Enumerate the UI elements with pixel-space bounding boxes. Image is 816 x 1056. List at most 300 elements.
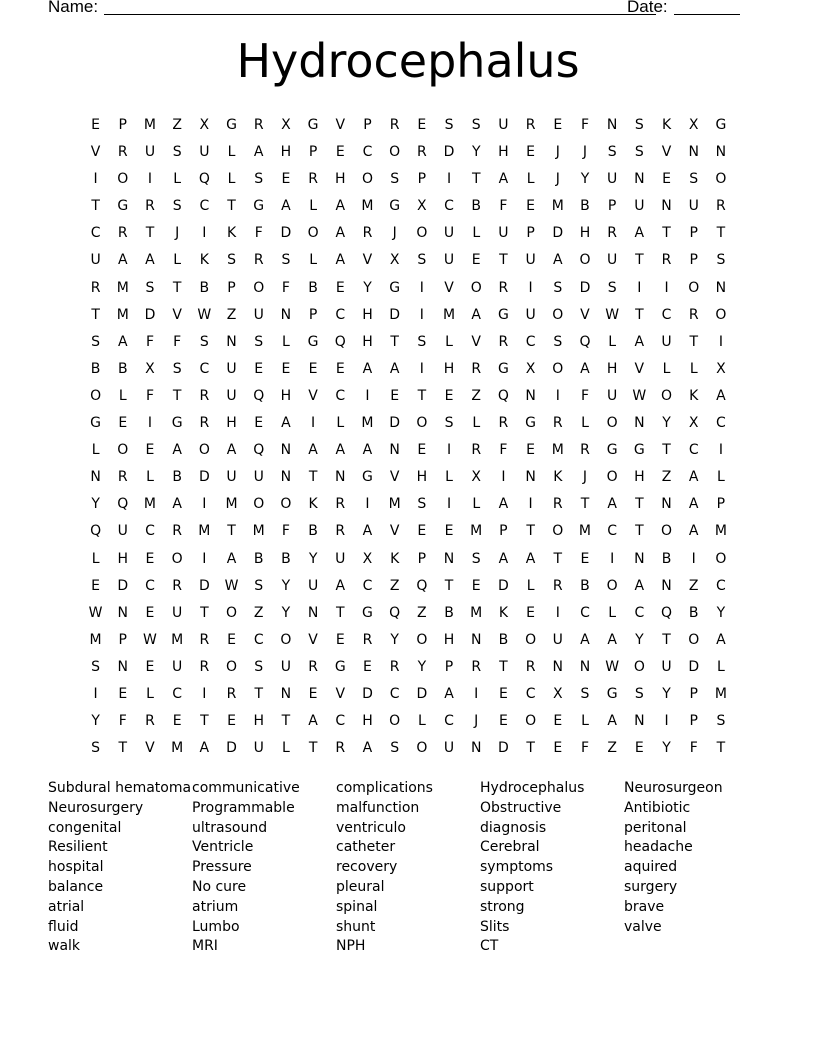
grid-letter[interactable]: A: [253, 144, 264, 161]
grid-letter[interactable]: M: [578, 523, 592, 540]
grid-letter[interactable]: L: [173, 171, 182, 188]
grid-letter[interactable]: P: [308, 144, 318, 161]
grid-letter[interactable]: R: [362, 225, 373, 242]
grid-letter[interactable]: H: [443, 631, 455, 648]
grid-letter[interactable]: O: [226, 658, 238, 675]
grid-letter[interactable]: D: [552, 225, 564, 242]
grid-letter[interactable]: L: [173, 252, 182, 269]
grid-letter[interactable]: S: [91, 658, 101, 675]
grid-letter[interactable]: A: [389, 360, 400, 377]
grid-letter[interactable]: J: [175, 225, 180, 242]
grid-letter[interactable]: A: [634, 577, 645, 594]
grid-letter[interactable]: F: [118, 713, 127, 730]
grid-letter[interactable]: H: [117, 550, 129, 567]
grid-letter[interactable]: B: [580, 577, 590, 594]
grid-letter[interactable]: O: [416, 740, 428, 757]
grid-letter[interactable]: S: [634, 117, 644, 133]
grid-letter[interactable]: X: [525, 360, 536, 377]
grid-letter[interactable]: F: [145, 333, 154, 350]
grid-letter[interactable]: W: [224, 577, 239, 594]
grid-letter[interactable]: L: [608, 333, 617, 350]
grid-letter[interactable]: S: [417, 333, 427, 350]
grid-letter[interactable]: S: [444, 117, 454, 133]
grid-letter[interactable]: O: [525, 631, 537, 648]
grid-letter[interactable]: R: [525, 658, 536, 675]
grid-letter[interactable]: S: [254, 171, 264, 188]
grid-letter[interactable]: G: [334, 658, 346, 675]
grid-letter[interactable]: O: [661, 387, 673, 404]
grid-letter[interactable]: A: [145, 252, 155, 269]
grid-letter[interactable]: Y: [662, 740, 671, 757]
grid-letter[interactable]: K: [199, 252, 209, 269]
grid-letter[interactable]: A: [362, 360, 373, 377]
grid-letter[interactable]: O: [606, 415, 618, 432]
grid-letter[interactable]: D: [579, 279, 591, 296]
grid-letter[interactable]: E: [662, 171, 671, 188]
grid-letter[interactable]: O: [198, 442, 210, 459]
grid-letter[interactable]: N: [715, 279, 727, 296]
grid-letter[interactable]: P: [689, 685, 698, 702]
grid-letter[interactable]: C: [580, 604, 590, 621]
grid-letter[interactable]: I: [446, 496, 452, 513]
grid-letter[interactable]: Y: [417, 658, 427, 675]
grid-letter[interactable]: L: [118, 387, 127, 404]
grid-letter[interactable]: U: [525, 306, 536, 323]
grid-letter[interactable]: B: [308, 523, 318, 540]
grid-letter[interactable]: P: [716, 496, 726, 513]
grid-letter[interactable]: S: [254, 333, 264, 350]
grid-letter[interactable]: F: [580, 740, 589, 757]
grid-letter[interactable]: O: [389, 713, 401, 730]
grid-letter[interactable]: Q: [661, 604, 673, 621]
grid-letter[interactable]: K: [689, 387, 699, 404]
grid-letter[interactable]: S: [91, 333, 101, 350]
grid-letter[interactable]: L: [662, 360, 671, 377]
grid-letter[interactable]: R: [226, 685, 237, 702]
grid-letter[interactable]: J: [474, 713, 479, 730]
grid-letter[interactable]: T: [145, 225, 155, 242]
grid-letter[interactable]: W: [197, 306, 212, 323]
grid-letter[interactable]: E: [526, 198, 536, 215]
grid-letter[interactable]: F: [689, 740, 698, 757]
grid-letter[interactable]: R: [172, 523, 183, 540]
grid-letter[interactable]: R: [335, 496, 346, 513]
grid-letter[interactable]: Y: [281, 604, 291, 621]
grid-letter[interactable]: H: [606, 360, 618, 377]
grid-letter[interactable]: N: [117, 604, 129, 621]
grid-letter[interactable]: S: [199, 333, 209, 350]
grid-letter[interactable]: R: [416, 144, 427, 161]
grid-letter[interactable]: N: [579, 658, 591, 675]
grid-letter[interactable]: H: [443, 360, 455, 377]
grid-letter[interactable]: V: [471, 333, 481, 350]
grid-letter[interactable]: P: [689, 252, 698, 269]
grid-letter[interactable]: F: [281, 523, 290, 540]
grid-letter[interactable]: E: [172, 713, 182, 730]
grid-letter[interactable]: Z: [607, 740, 617, 757]
grid-letter[interactable]: R: [117, 469, 128, 486]
grid-letter[interactable]: B: [90, 360, 101, 377]
grid-letter[interactable]: V: [90, 144, 101, 161]
grid-letter[interactable]: R: [117, 144, 128, 161]
grid-letter[interactable]: N: [280, 442, 292, 459]
grid-letter[interactable]: E: [363, 658, 372, 675]
grid-letter[interactable]: G: [171, 415, 183, 432]
grid-letter[interactable]: T: [580, 496, 590, 513]
grid-letter[interactable]: N: [335, 469, 346, 486]
grid-letter[interactable]: A: [634, 225, 645, 242]
grid-letter[interactable]: P: [444, 658, 454, 675]
grid-letter[interactable]: I: [664, 279, 669, 296]
grid-letter[interactable]: C: [335, 713, 346, 730]
grid-letter[interactable]: Y: [471, 144, 481, 161]
grid-letter[interactable]: L: [581, 415, 589, 432]
grid-letter[interactable]: I: [555, 387, 560, 404]
grid-letter[interactable]: O: [715, 306, 727, 323]
grid-letter[interactable]: T: [635, 306, 644, 323]
grid-letter[interactable]: S: [444, 415, 454, 432]
grid-letter[interactable]: O: [552, 306, 564, 323]
grid-letter[interactable]: A: [281, 415, 291, 432]
grid-letter[interactable]: E: [498, 685, 508, 702]
grid-letter[interactable]: M: [171, 631, 184, 648]
grid-letter[interactable]: B: [688, 604, 699, 621]
grid-letter[interactable]: X: [417, 198, 427, 215]
grid-letter[interactable]: T: [417, 387, 427, 404]
grid-letter[interactable]: M: [171, 740, 184, 757]
grid-letter[interactable]: A: [580, 360, 590, 377]
grid-letter[interactable]: T: [444, 577, 454, 594]
grid-letter[interactable]: L: [445, 333, 453, 350]
grid-letter[interactable]: G: [362, 469, 373, 486]
grid-letter[interactable]: U: [226, 387, 237, 404]
grid-letter[interactable]: S: [172, 360, 182, 377]
grid-letter[interactable]: W: [605, 658, 620, 675]
grid-letter[interactable]: F: [145, 387, 154, 404]
grid-letter[interactable]: N: [715, 144, 727, 161]
grid-letter[interactable]: T: [308, 740, 318, 757]
grid-letter[interactable]: A: [552, 252, 563, 269]
grid-letter[interactable]: U: [144, 144, 156, 161]
grid-letter[interactable]: E: [417, 117, 427, 133]
grid-letter[interactable]: U: [226, 360, 237, 377]
grid-letter[interactable]: N: [525, 469, 536, 486]
grid-letter[interactable]: B: [444, 604, 454, 621]
grid-letter[interactable]: C: [90, 225, 101, 242]
grid-letter[interactable]: S: [281, 252, 291, 269]
grid-letter[interactable]: V: [335, 117, 346, 133]
grid-letter[interactable]: I: [664, 713, 669, 730]
grid-letter[interactable]: T: [172, 279, 182, 296]
grid-letter[interactable]: C: [661, 306, 672, 323]
grid-letter[interactable]: V: [308, 631, 318, 648]
grid-letter[interactable]: S: [471, 117, 481, 133]
grid-letter[interactable]: N: [634, 171, 645, 188]
grid-letter[interactable]: L: [336, 415, 345, 432]
grid-letter[interactable]: U: [688, 198, 699, 215]
grid-letter[interactable]: U: [498, 117, 509, 133]
grid-letter[interactable]: M: [714, 685, 727, 702]
grid-letter[interactable]: I: [365, 387, 370, 404]
grid-letter[interactable]: N: [634, 713, 645, 730]
grid-letter[interactable]: M: [143, 496, 157, 513]
grid-letter[interactable]: Q: [253, 387, 265, 404]
grid-letter[interactable]: L: [227, 144, 236, 161]
grid-letter[interactable]: E: [254, 360, 264, 377]
grid-letter[interactable]: E: [308, 360, 318, 377]
grid-letter[interactable]: V: [661, 144, 672, 161]
grid-letter[interactable]: T: [662, 442, 671, 459]
grid-letter[interactable]: U: [634, 198, 645, 215]
grid-letter[interactable]: G: [307, 117, 319, 133]
grid-letter[interactable]: A: [444, 685, 454, 702]
grid-letter[interactable]: X: [145, 360, 155, 377]
grid-letter[interactable]: C: [525, 685, 536, 702]
grid-letter[interactable]: O: [226, 604, 238, 621]
grid-letter[interactable]: T: [635, 252, 644, 269]
grid-letter[interactable]: M: [116, 279, 129, 296]
grid-letter[interactable]: I: [528, 496, 533, 513]
grid-letter[interactable]: O: [525, 713, 537, 730]
grid-letter[interactable]: G: [606, 685, 618, 702]
grid-letter[interactable]: A: [117, 333, 128, 350]
grid-letter[interactable]: R: [308, 171, 318, 188]
grid-letter[interactable]: H: [280, 387, 292, 404]
grid-letter[interactable]: R: [688, 306, 699, 323]
grid-letter[interactable]: A: [308, 713, 318, 730]
grid-letter[interactable]: B: [281, 550, 291, 567]
grid-letter[interactable]: A: [335, 225, 346, 242]
date-field-line[interactable]: [674, 14, 740, 15]
grid-letter[interactable]: M: [225, 496, 238, 513]
grid-letter[interactable]: G: [606, 442, 618, 459]
grid-letter[interactable]: A: [525, 550, 536, 567]
grid-letter[interactable]: E: [444, 523, 454, 540]
grid-letter[interactable]: E: [254, 415, 264, 432]
grid-letter[interactable]: I: [446, 171, 452, 188]
grid-letter[interactable]: N: [525, 387, 536, 404]
grid-letter[interactable]: F: [499, 442, 508, 459]
grid-letter[interactable]: X: [688, 415, 699, 432]
grid-letter[interactable]: R: [580, 442, 590, 459]
grid-letter[interactable]: W: [605, 306, 620, 323]
grid-letter[interactable]: G: [362, 604, 373, 621]
grid-letter[interactable]: S: [716, 713, 726, 730]
grid-letter[interactable]: A: [498, 550, 509, 567]
grid-letter[interactable]: O: [688, 279, 700, 296]
grid-letter[interactable]: H: [634, 469, 645, 486]
grid-letter[interactable]: U: [661, 333, 672, 350]
grid-letter[interactable]: I: [93, 685, 98, 702]
grid-letter[interactable]: A: [634, 333, 645, 350]
grid-letter[interactable]: B: [117, 360, 128, 377]
grid-letter[interactable]: U: [280, 658, 292, 675]
grid-letter[interactable]: R: [199, 631, 210, 648]
grid-letter[interactable]: O: [171, 550, 183, 567]
grid-letter[interactable]: L: [417, 713, 426, 730]
grid-letter[interactable]: U: [443, 252, 455, 269]
grid-letter[interactable]: H: [498, 144, 509, 161]
grid-letter[interactable]: A: [335, 198, 346, 215]
grid-letter[interactable]: O: [579, 252, 591, 269]
grid-letter[interactable]: G: [90, 415, 102, 432]
grid-letter[interactable]: U: [172, 604, 183, 621]
grid-letter[interactable]: V: [362, 252, 373, 269]
grid-letter[interactable]: I: [718, 333, 723, 350]
grid-letter[interactable]: B: [172, 469, 182, 486]
grid-letter[interactable]: E: [498, 713, 508, 730]
grid-letter[interactable]: V: [444, 279, 454, 296]
grid-letter[interactable]: K: [390, 550, 400, 567]
grid-letter[interactable]: G: [525, 415, 537, 432]
grid-letter[interactable]: K: [661, 117, 672, 133]
grid-letter[interactable]: A: [471, 306, 481, 323]
grid-letter[interactable]: U: [607, 171, 618, 188]
grid-letter[interactable]: S: [580, 685, 590, 702]
grid-letter[interactable]: N: [470, 631, 482, 648]
grid-letter[interactable]: U: [335, 550, 346, 567]
grid-letter[interactable]: T: [281, 713, 291, 730]
grid-letter[interactable]: H: [253, 713, 264, 730]
grid-letter[interactable]: A: [362, 740, 373, 757]
grid-letter[interactable]: W: [88, 604, 103, 621]
grid-letter[interactable]: A: [716, 631, 726, 648]
grid-letter[interactable]: L: [472, 496, 481, 513]
grid-letter[interactable]: L: [146, 685, 154, 702]
grid-letter[interactable]: T: [118, 740, 128, 757]
grid-letter[interactable]: I: [555, 604, 560, 621]
grid-letter[interactable]: T: [200, 604, 209, 621]
grid-letter[interactable]: R: [253, 117, 264, 133]
grid-letter[interactable]: T: [635, 523, 644, 540]
grid-letter[interactable]: O: [117, 442, 129, 459]
grid-letter[interactable]: R: [471, 658, 482, 675]
grid-letter[interactable]: R: [362, 631, 373, 648]
grid-letter[interactable]: G: [497, 360, 509, 377]
grid-letter[interactable]: E: [335, 279, 345, 296]
grid-letter[interactable]: O: [606, 577, 618, 594]
grid-letter[interactable]: U: [172, 658, 183, 675]
grid-letter[interactable]: X: [199, 117, 210, 133]
grid-letter[interactable]: S: [254, 577, 264, 594]
grid-letter[interactable]: Z: [172, 117, 182, 133]
grid-letter[interactable]: S: [607, 279, 617, 296]
grid-letter[interactable]: E: [471, 252, 481, 269]
grid-letter[interactable]: L: [608, 604, 617, 621]
grid-letter[interactable]: T: [336, 604, 345, 621]
grid-letter[interactable]: N: [117, 658, 129, 675]
grid-letter[interactable]: S: [553, 333, 563, 350]
grid-letter[interactable]: N: [307, 604, 319, 621]
grid-letter[interactable]: R: [335, 523, 346, 540]
grid-letter[interactable]: C: [444, 198, 454, 215]
grid-letter[interactable]: D: [362, 685, 373, 702]
grid-letter[interactable]: Z: [661, 469, 672, 486]
grid-letter[interactable]: K: [308, 496, 318, 513]
grid-letter[interactable]: H: [362, 333, 373, 350]
grid-letter[interactable]: P: [363, 117, 372, 133]
grid-letter[interactable]: C: [362, 144, 373, 161]
grid-letter[interactable]: D: [198, 469, 210, 486]
grid-letter[interactable]: O: [280, 496, 292, 513]
grid-letter[interactable]: S: [634, 685, 644, 702]
grid-letter[interactable]: M: [551, 442, 564, 459]
grid-letter[interactable]: R: [199, 387, 210, 404]
grid-letter[interactable]: O: [416, 631, 428, 648]
grid-letter[interactable]: D: [389, 415, 401, 432]
grid-letter[interactable]: A: [688, 496, 699, 513]
grid-letter[interactable]: V: [145, 740, 155, 757]
grid-letter[interactable]: C: [362, 577, 373, 594]
grid-letter[interactable]: A: [607, 496, 617, 513]
grid-letter[interactable]: U: [199, 144, 210, 161]
grid-letter[interactable]: M: [361, 415, 374, 432]
grid-letter[interactable]: V: [389, 469, 400, 486]
grid-letter[interactable]: U: [661, 658, 672, 675]
grid-letter[interactable]: V: [389, 523, 400, 540]
grid-letter[interactable]: I: [501, 469, 506, 486]
grid-letter[interactable]: E: [553, 117, 563, 133]
grid-letter[interactable]: S: [689, 171, 699, 188]
grid-letter[interactable]: Z: [417, 604, 427, 621]
grid-letter[interactable]: G: [633, 442, 645, 459]
grid-letter[interactable]: R: [498, 333, 509, 350]
grid-letter[interactable]: U: [253, 306, 264, 323]
grid-letter[interactable]: F: [254, 225, 263, 242]
grid-letter[interactable]: L: [472, 415, 481, 432]
grid-letter[interactable]: I: [147, 415, 153, 432]
grid-letter[interactable]: L: [472, 225, 481, 242]
grid-letter[interactable]: R: [525, 117, 536, 133]
grid-letter[interactable]: B: [471, 198, 482, 215]
grid-letter[interactable]: F: [173, 333, 182, 350]
grid-letter[interactable]: O: [470, 279, 482, 296]
grid-letter[interactable]: A: [335, 252, 346, 269]
grid-letter[interactable]: R: [199, 658, 210, 675]
grid-letter[interactable]: L: [91, 550, 100, 567]
grid-letter[interactable]: Y: [635, 631, 644, 648]
grid-letter[interactable]: A: [607, 631, 617, 648]
grid-letter[interactable]: N: [280, 685, 292, 702]
grid-letter[interactable]: A: [117, 252, 128, 269]
grid-letter[interactable]: X: [552, 685, 563, 702]
grid-letter[interactable]: T: [91, 198, 100, 215]
grid-letter[interactable]: L: [309, 252, 317, 269]
grid-letter[interactable]: B: [308, 279, 318, 296]
grid-letter[interactable]: E: [335, 360, 345, 377]
grid-letter[interactable]: L: [282, 740, 290, 757]
grid-letter[interactable]: Y: [390, 631, 399, 648]
grid-letter[interactable]: S: [172, 144, 182, 161]
grid-letter[interactable]: I: [147, 171, 153, 188]
grid-letter[interactable]: G: [715, 117, 727, 133]
grid-letter[interactable]: R: [199, 415, 210, 432]
grid-letter[interactable]: A: [172, 496, 182, 513]
grid-letter[interactable]: N: [661, 198, 672, 215]
grid-letter[interactable]: A: [688, 523, 699, 540]
grid-letter[interactable]: R: [607, 225, 618, 242]
grid-letter[interactable]: C: [145, 523, 155, 540]
grid-letter[interactable]: C: [389, 685, 400, 702]
grid-letter[interactable]: S: [390, 171, 400, 188]
grid-letter[interactable]: T: [526, 523, 535, 540]
grid-letter[interactable]: C: [607, 523, 618, 540]
grid-letter[interactable]: A: [580, 631, 590, 648]
grid-letter[interactable]: R: [308, 658, 318, 675]
grid-letter[interactable]: K: [226, 225, 237, 242]
grid-letter[interactable]: E: [580, 550, 590, 567]
grid-letter[interactable]: A: [226, 442, 237, 459]
